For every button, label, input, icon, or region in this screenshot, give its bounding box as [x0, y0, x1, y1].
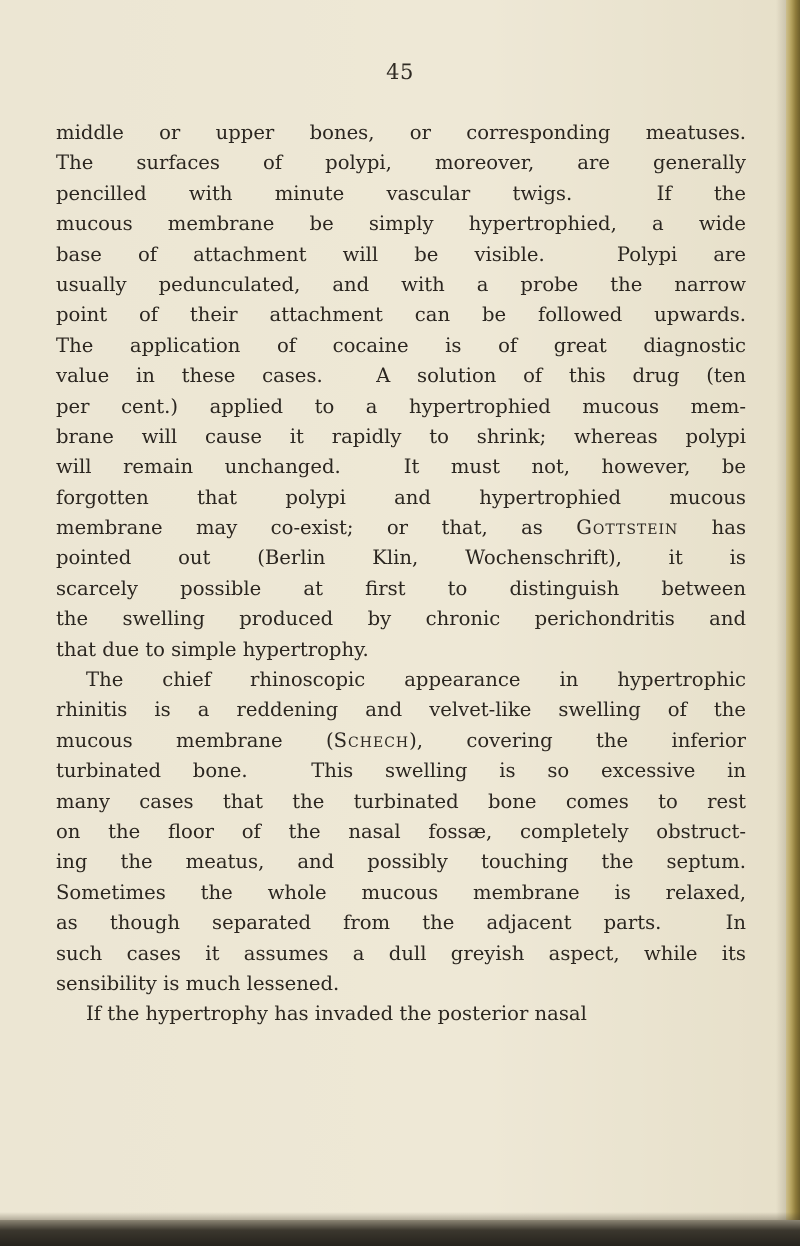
- text-line: [56, 847, 746, 877]
- text-line: [56, 300, 746, 330]
- body-text: [56, 118, 746, 1030]
- text-line: [56, 422, 746, 452]
- text-line: [56, 999, 746, 1029]
- text-run: The application of cocaine is of great diagnostic: [56, 333, 746, 357]
- text-line: [56, 392, 746, 422]
- text-line: [56, 695, 746, 725]
- text-line: [56, 969, 746, 999]
- book-edge-bottom: [0, 1220, 800, 1246]
- text-run: mucous membrane (: [56, 728, 334, 752]
- text-line: [56, 604, 746, 634]
- text-run: per cent.) applied to a hypertrophied mucous mem-: [56, 394, 746, 418]
- text-line: [56, 209, 746, 239]
- text-run: pencilled with minute vascular twigs. If the: [56, 181, 746, 205]
- text-line: [56, 939, 746, 969]
- text-run: has: [678, 516, 746, 540]
- page-gutter-shadow: [776, 0, 786, 1246]
- paragraph: [56, 118, 746, 665]
- text-run: will remain unchanged. It must not, however, be: [56, 455, 746, 479]
- text-run: If the hypertrophy has invaded the posterior nasal: [86, 1002, 587, 1026]
- text-run: forgotten that polypi and hypertrophied mucous: [56, 485, 746, 509]
- text-line: [56, 635, 746, 665]
- text-run: brane will cause it rapidly to shrink; whereas polypi: [56, 424, 746, 448]
- text-line: [56, 787, 746, 817]
- text-run: The chief rhinoscopic appearance in hypertrophic: [86, 668, 746, 692]
- text-run: Sometimes the whole mucous membrane is relaxed,: [56, 880, 746, 904]
- author-name: Gottstein: [576, 516, 679, 540]
- text-line: [56, 756, 746, 786]
- page-number: 45: [386, 60, 414, 84]
- text-run: membrane may co-exist; or that, as: [56, 516, 577, 540]
- text-run: turbinated bone. This swelling is so excessive in: [56, 759, 746, 783]
- text-line: [56, 908, 746, 938]
- text-run: such cases it assumes a dull greyish aspect, while its: [56, 941, 746, 965]
- text-line: [56, 118, 746, 148]
- text-line: [56, 665, 746, 695]
- text-line: [56, 574, 746, 604]
- text-run: middle or upper bones, or corresponding meatuses.: [56, 121, 746, 144]
- text-line: [56, 878, 746, 908]
- paragraph: [56, 999, 746, 1029]
- text-run: mucous membrane be simply hypertrophied, a wide: [56, 212, 746, 236]
- author-name: Schech: [333, 728, 410, 752]
- text-line: [56, 543, 746, 573]
- text-run: base of attachment will be visible. Polypi are: [56, 242, 746, 266]
- text-run: ), covering the inferior: [409, 728, 746, 752]
- text-line: [56, 240, 746, 270]
- text-run: ing the meatus, and possibly touching the septum.: [56, 850, 746, 874]
- text-run: that due to simple hypertrophy.: [56, 637, 369, 661]
- text-run: many cases that the turbinated bone comes to rest: [56, 789, 746, 813]
- text-line: [56, 726, 746, 756]
- text-line: [56, 483, 746, 513]
- text-line: [56, 817, 746, 847]
- page-bottom-shadow: [0, 1212, 800, 1220]
- text-line: [56, 270, 746, 300]
- text-run: rhinitis is a reddening and velvet-like swelling of the: [56, 698, 746, 722]
- text-run: sensibility is much lessened.: [56, 971, 340, 995]
- book-edge-right: [786, 0, 800, 1246]
- text-line: [56, 331, 746, 361]
- text-run: scarcely possible at first to distinguish between: [56, 576, 746, 600]
- text-line: [56, 513, 746, 543]
- text-run: on the floor of the nasal fossæ, completely obstruct-: [56, 819, 746, 843]
- text-line: [56, 179, 746, 209]
- text-line: [56, 452, 746, 482]
- text-run: usually pedunculated, and with a probe the narrow: [56, 272, 746, 296]
- text-line: [56, 361, 746, 391]
- text-run: point of their attachment can be followed upwards.: [56, 303, 746, 327]
- text-run: the swelling produced by chronic perichondritis and: [56, 607, 746, 631]
- text-run: pointed out (Berlin Klin, Wochenschrift), it is: [56, 546, 746, 570]
- text-run: value in these cases. A solution of this drug (ten: [56, 364, 746, 388]
- text-run: as though separated from the adjacent parts. In: [56, 911, 746, 935]
- paragraph: [56, 665, 746, 999]
- text-run: The surfaces of polypi, moreover, are generally: [56, 151, 746, 175]
- text-line: [56, 148, 746, 178]
